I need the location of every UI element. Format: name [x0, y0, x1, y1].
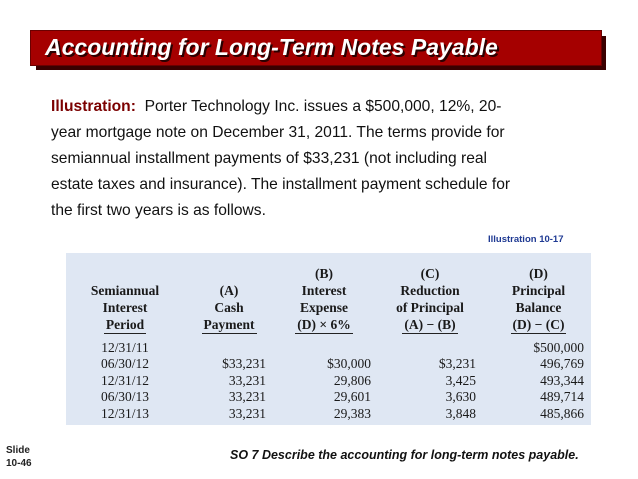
- header-line: (A): [219, 283, 239, 298]
- header-line: (A) − (B): [404, 317, 456, 332]
- cell-cash-payment: 33,231: [228, 389, 266, 405]
- cell-interest-expense: 29,806: [333, 372, 371, 388]
- illustration-line-3: semiannual installment payments of $33,231 (not including real: [51, 150, 488, 167]
- header-principal-balance: [486, 256, 591, 334]
- cell-balance: 496,769: [540, 356, 584, 372]
- header-line: (D) − (C): [512, 317, 565, 332]
- header-line: of Principal: [396, 300, 464, 315]
- payment-schedule-table: [66, 256, 591, 422]
- cell-reduction: 3,848: [445, 405, 476, 421]
- header-cash-payment: [184, 256, 274, 334]
- title-bar: [30, 30, 602, 66]
- table-row: [66, 373, 591, 389]
- table-header-row: [66, 256, 591, 334]
- slide-number-label: [6, 444, 32, 470]
- cell-cash-payment: [184, 340, 266, 356]
- table-row: [66, 356, 591, 372]
- cell-balance: 493,344: [540, 372, 584, 388]
- cell-balance: 489,714: [540, 389, 584, 405]
- cell-cash-payment: 33,231: [228, 405, 266, 421]
- header-line-underlined: [66, 316, 184, 334]
- cell-reduction: 3,630: [445, 389, 476, 405]
- cell-reduction: [371, 340, 476, 356]
- cell-period: 06/30/12: [100, 356, 149, 372]
- header-interest-period: [66, 256, 184, 334]
- cell-period: 12/31/13: [100, 405, 149, 421]
- cell-period: 12/31/11: [101, 340, 149, 355]
- slide-title: Accounting for Long-Term Notes Payable: [45, 34, 498, 60]
- header-line: Payment: [203, 317, 255, 332]
- header-line: Expense: [299, 300, 348, 315]
- table-body: [66, 340, 591, 422]
- illustration-line-1: Porter Technology Inc. issues a $500,000, 12%, 20-: [144, 98, 502, 115]
- header-line: Principal: [511, 283, 566, 298]
- header-line: Interest: [301, 283, 347, 298]
- cell-period: 12/31/12: [100, 372, 149, 388]
- header-line: (C): [420, 266, 440, 281]
- header-line: Period: [105, 317, 145, 332]
- illustration-line-4: estate taxes and insurance). The installment payment schedule for: [51, 176, 511, 193]
- header-line-underlined: [184, 316, 274, 334]
- illustration-line-2: year mortgage note on December 31, 2011. The terms provide for: [51, 124, 505, 141]
- slide-word: Slide: [6, 445, 30, 456]
- table-row: [66, 389, 591, 405]
- cell-balance: 485,866: [540, 405, 584, 421]
- illustration-lead: Illustration:: [51, 98, 136, 115]
- header-line: (B): [315, 266, 333, 281]
- cell-interest-expense: 29,383: [333, 405, 371, 421]
- slide-number: 10-46: [6, 458, 32, 469]
- header-line-underlined: [374, 316, 486, 334]
- study-objective: SO 7 Describe the accounting for long-term notes payable.: [230, 448, 579, 462]
- cell-balance: $500,000: [533, 340, 584, 355]
- cell-interest-expense: 29,601: [333, 389, 371, 405]
- header-interest-expense: [274, 256, 374, 334]
- cell-period: 06/30/13: [100, 389, 149, 405]
- header-line: (D): [529, 266, 548, 281]
- header-line: Reduction: [400, 283, 460, 298]
- cell-reduction: 3,425: [445, 372, 476, 388]
- header-line: Interest: [102, 300, 148, 315]
- table-row: [66, 340, 591, 356]
- illustration-paragraph: [51, 94, 606, 224]
- illustration-line-5: the first two years is as follows.: [51, 202, 266, 219]
- header-line-underlined: [274, 316, 374, 334]
- header-line: Balance: [515, 300, 562, 315]
- header-line: Cash: [214, 300, 244, 315]
- cell-interest-expense: [266, 340, 371, 356]
- cell-cash-payment: $33,231: [222, 356, 266, 372]
- illustration-number-label: Illustration 10-17: [488, 234, 564, 245]
- cell-reduction: $3,231: [438, 356, 476, 372]
- cell-interest-expense: $30,000: [327, 356, 371, 372]
- header-line: (D) × 6%: [297, 317, 351, 332]
- header-line: Semiannual: [90, 283, 160, 298]
- header-reduction-principal: [374, 256, 486, 334]
- table-row: [66, 406, 591, 422]
- header-line-underlined: [486, 316, 591, 334]
- cell-cash-payment: 33,231: [228, 372, 266, 388]
